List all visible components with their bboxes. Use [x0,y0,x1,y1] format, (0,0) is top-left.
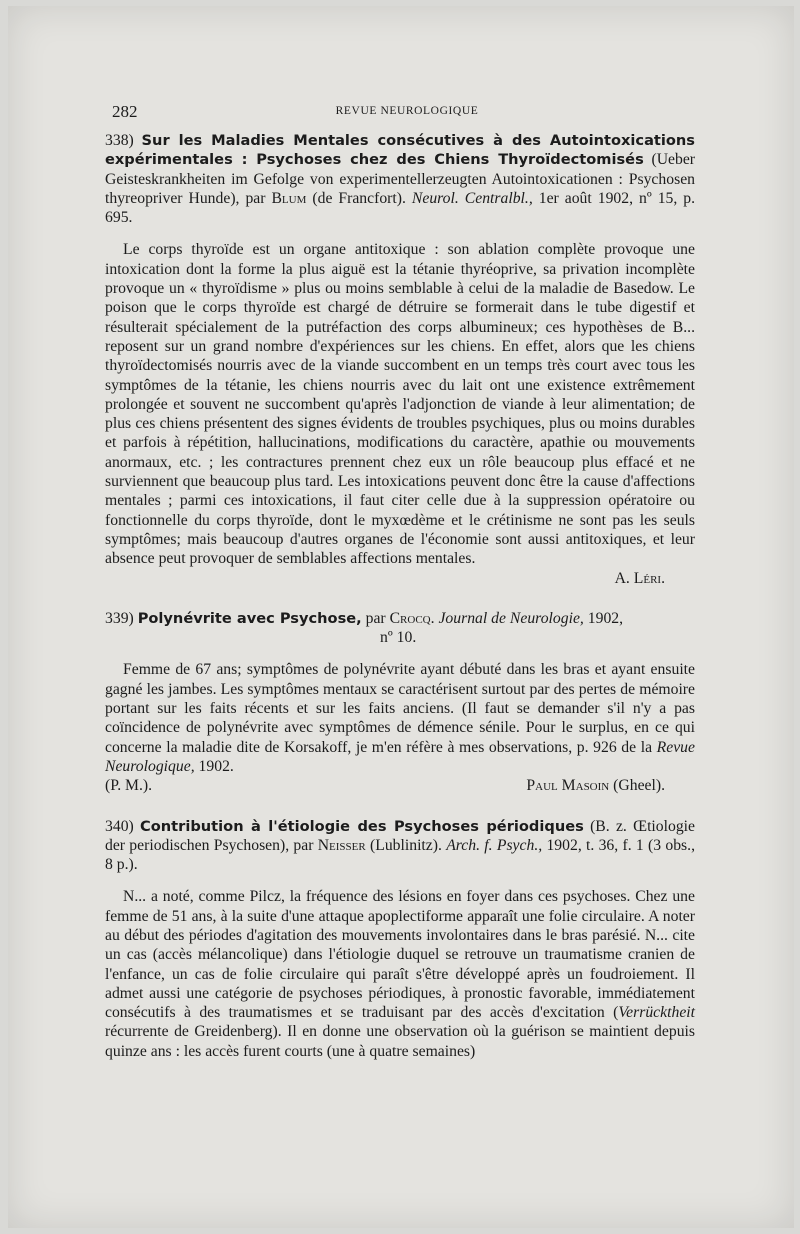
entry-heading [105,817,695,875]
entry-body-end: (P. M.). [105,777,153,795]
entry-citation-affiliation: (de Francfort). [312,189,406,207]
entry-signature-line [105,776,695,795]
entry-340 [105,817,695,1062]
entry-body: N... a noté, comme Pilcz, la fréquence des lésions en foyer dans ces psychoses. Chez une femme de 51 ans, à la suite d'une attaque apoplectiforme apparaît une folie circulaire. A noter au début des périodes d'agitation des mouvements involontaires dans le bras parésié. N... cite un cas (accès mélancolique) dans l'étiologie duquel se retrouve un traumatisme cranien de l'enfance, un cas de folie circulaire qui paraît s'être développé après un foudroiement. Il admet aussi une catégorie de psychoses périodiques, à pronostic favorable, immédiatement consécutifs à des traumatismes et se traduisant par des accès d'excitation (Verrücktheit récurrente de Greidenberg). Il en donne une observation où la guérison se maintient depuis quinze ans : les accès furent courts (une à quatre semaines) [105,888,695,1060]
page-content [105,131,695,1061]
page-number: 282 [112,102,138,121]
entry-number: 340) [105,817,134,835]
entry-339 [105,609,695,796]
entry-body-italic: Verrücktheit [618,1004,695,1022]
entry-number: 338) [105,132,134,149]
entry-signature: A. Léri. [614,569,665,587]
entry-number: 339) [105,609,134,627]
entry-heading [105,131,695,227]
page-header [112,102,702,122]
entry-citation-issue: nº 10. [380,629,417,647]
entry-body: Le corps thyroïde est un organe antitoxique : son ablation complète provoque une intoxication dont la forme la plus aiguë est la tétanie thyréoprive, sa privation incomplète provoque un « thyroïdisme » plus ou moins semblable à celui de la maladie de Basedow. Le poison que le corps thyroïde est chargé de détruire se formerait dans le tube digestif et résulterait spécialement de la putréfaction des corps albumineux; ces hypothèses de B... reposent sur un grand nombre d'expériences sur les chiens. En effet, alors que les chiens thyroïdectomisés nourris avec de la viande succombent en un temps très court avec tous les symptômes de la tétanie, les chiens nourris avec du lait ont une existence extrêmement prolongée et souvent ne succombent qu'après l'adjonction de viande à leur alimentation; de plus ces chiens présentent des signes évidents de troubles psychiques, plus ou moins durables et parfois à répétition, hallucinations, modifications du caractère, apathie ou mouvements anormaux, etc. ; les contractures prennent chez eux un rôle beaucoup plus effacé et ne surviennent que beaucoup plus tard. Les intoxications peuvent donc être la cause d'affections mentales ; parmi ces intoxications, il faut citer celle due à la suppression opératoire ou fonctionnelle du corps thyroïde, dont le myxœdème et le crétinisme ne sont pas les seuls symptômes; mais beaucoup d'autres organes de l'économie sont aussi antitoxiques, et leur absence peut provoquer de semblables affections mentales. [105,241,695,568]
entry-title: Sur les Maladies Mentales consécutives à des Autointoxications expérimentales : Psychoses chez des Chiens Thyroïdectomisés [105,132,695,169]
entry-338 [105,131,695,588]
entry-citation-date: 1902, [587,609,624,627]
entry-signature: Paul Masoin (Gheel). [526,777,665,795]
entry-title: Polynévrite avec Psychose, [137,609,362,627]
entry-heading [105,609,695,628]
entry-citation: (B. z. Œtiologie der periodischen Psychosen), par [105,817,696,854]
entry-journal: Arch. f. Psych., [446,836,543,854]
entry-author: Neisser [317,836,366,854]
entry-citation: (Ueber Geisteskrankheiten im Gefolge von experimentellerzeugten Autointoxicationen : Psychosen thyreopriver Hunde), par [105,151,696,207]
entry-author: Crocq. [389,609,435,627]
entry-author: Blum [271,189,307,207]
entry-citation-date: 1er août 1902, nº 15, p. 695. [105,189,696,227]
entry-body: Femme de 67 ans; symptômes de polynévrite ayant débuté dans les bras et ayant ensuite gagné les jambes. Les symptômes mentaux se caractérisent surtout par des pertes de mémoire portant sur les faits récents et sur les faits anciens. (Il faut se demander s'il n'y a pas coïncidence de polynévrite avec symptômes de démence sénile. Pour le surplus, en ce qui concerne la maladie dite de Korsakoff, je m'en réfère à mes observations, p. 926 de la Revue Neurologique, 1902. [105,661,695,775]
entry-journal: Journal de Neurologie, [438,609,584,627]
running-title: REVUE NEUROLOGIQUE [335,105,479,117]
entry-citation-affiliation: (Lublinitz). [370,836,442,854]
entry-title: Contribution à l'étiologie des Psychoses périodiques [140,817,584,835]
entry-body-journal: Revue Neurologique, [105,738,695,775]
entry-citation-date: 1902, t. 36, f. 1 (3 obs., 8 p.). [105,836,696,874]
entry-journal: Neurol. Centralbl., [411,189,533,207]
entry-citation: par [365,609,386,627]
